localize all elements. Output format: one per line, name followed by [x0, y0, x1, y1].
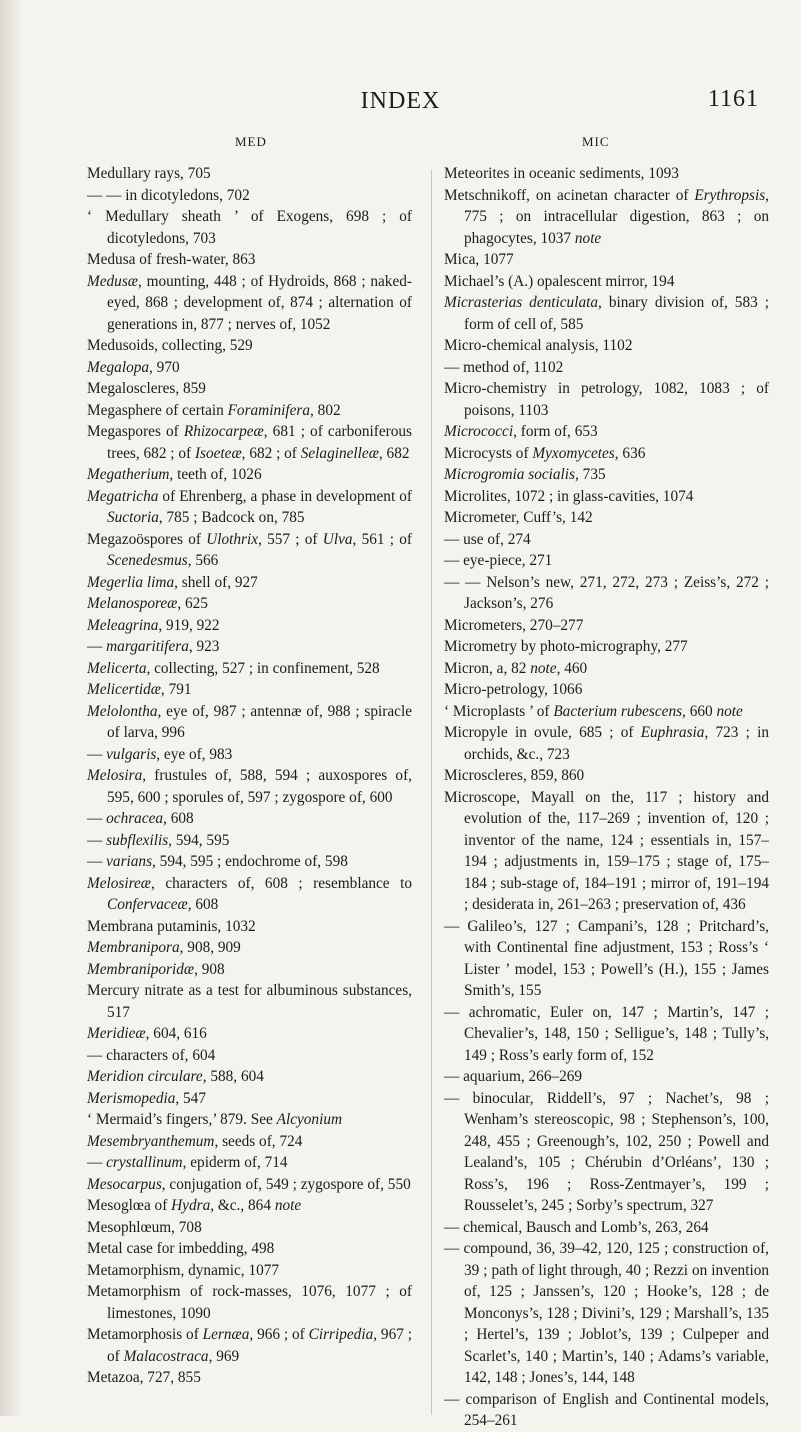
index-entry: Megatricha of Ehrenberg, a phase in development of Suctoria, 785 ; Badcock on, 785: [87, 487, 412, 526]
index-entry: Megerlia lima, shell of, 927: [87, 573, 258, 591]
index-entry: — achromatic, Euler on, 147 ; Martin’s, 147 ; Chevalier’s, 148, 150 ; Selligue’s, 148 ; Tully’s, 149 ; Ross’s early form of, 152: [444, 1003, 769, 1064]
index-entry: Microgromia socialis, 735: [444, 466, 606, 483]
index-entry: Melosireæ, characters of, 608 ; resemblance to Confervaceæ, 608: [87, 874, 412, 913]
index-entry: Microcysts of Myxomycetes, 636: [444, 444, 646, 462]
page-number: 1161: [707, 86, 759, 112]
index-entry: Metazoa, 727, 855: [87, 1369, 201, 1386]
index-entry: Melanosporeæ, 625: [87, 595, 208, 612]
index-entry: Metamorphism, dynamic, 1077: [87, 1261, 280, 1279]
index-entry: Megazoöspores of Ulothrix, 557 ; of Ulva, 561 ; of Scenedesmus, 566: [87, 530, 412, 569]
index-entry: Membranipora, 908, 909: [87, 939, 241, 956]
index-entry: — use of, 274: [444, 530, 531, 548]
index-entry: Michael’s (A.) opalescent mirror, 194: [444, 272, 675, 290]
index-entry: Micro-chemical analysis, 1102: [444, 337, 633, 354]
index-entry: — chemical, Bausch and Lomb’s, 263, 264: [444, 1218, 709, 1236]
index-entry: Meridieæ, 604, 616: [87, 1025, 207, 1042]
index-entry: — subflexilis, 594, 595: [87, 831, 230, 849]
index-entry: Meleagrina, 919, 922: [87, 616, 220, 634]
index-entry: Megasphere of certain Foraminifera, 802: [87, 401, 341, 419]
catchword-right: MIC: [582, 134, 610, 149]
index-entry: — aquarium, 266–269: [444, 1068, 583, 1085]
index-entry: Mesoglœa of Hydra, &c., 864 note: [87, 1197, 302, 1214]
index-entry: Melicertidæ, 791: [87, 681, 192, 698]
index-entry: Medusoids, collecting, 529: [87, 337, 253, 354]
index-entry: Microscleres, 859, 860: [444, 767, 585, 784]
index-entry: Microlites, 1072 ; in glass-cavities, 1074: [444, 487, 694, 505]
index-entry: Micropyle in ovule, 685 ; of Euphrasia, 723 ; in orchids, &c., 723: [444, 724, 770, 763]
index-entry: Micrometer, Cuff’s, 142: [444, 509, 593, 526]
index-entry: Micrococci, form of, 653: [444, 423, 598, 440]
index-entry: — method of, 1102: [444, 358, 564, 376]
index-entry: — varians, 594, 595 ; endochrome of, 598: [87, 853, 348, 870]
index-entry: Micrasterias denticulata, binary division of, 583 ; form of cell of, 585: [444, 294, 769, 333]
index-entry: ‘ Mermaid’s fingers,’ 879. See Alcyonium: [87, 1111, 343, 1128]
index-entry: ‘ Medullary sheath ’ of Exogens, 698 ; of dicotyledons, 703: [87, 208, 412, 247]
index-entry: Melosira, frustules of, 588, 594 ; auxospores of, 595, 600 ; sporules of, 597 ; zygospore of, 600: [87, 767, 412, 806]
index-entry: — eye-piece, 271: [444, 552, 553, 569]
index-entry: Mesocarpus, conjugation of, 549 ; zygospore of, 550: [87, 1175, 411, 1193]
index-entry: Metschnikoff, on acinetan character of Erythropsis, 775 ; on intracellular digestion, 863 ; on phagocytes, 1037 note: [444, 186, 769, 247]
index-entry: Micrometry by photo-micrography, 277: [444, 638, 688, 655]
index-entry: Mica, 1077: [444, 251, 514, 268]
index-entry: — margaritifera, 923: [87, 638, 220, 655]
catchword-left: MED: [235, 134, 267, 149]
index-entry: Megatherium, teeth of, 1026: [87, 466, 262, 483]
index-entry: — binocular, Riddell’s, 97 ; Nachet’s, 98 ; Wenham’s stereoscopic, 98 ; Stephenson’s, 100, 248, 455 ; Greenough’s, 102, 250 ; Powell and Lealand’s, 105 ; Chérubin d’Orléans’, 130 ; Ross’s, 196 ; Ross-Zentmayer’s, 199 ; Rousselet’s, 245 ; Sorby’s spectrum, 327: [444, 1089, 769, 1214]
index-entry: Merismopedia, 547: [87, 1089, 206, 1107]
index-entry: — crystallinum, epiderm of, 714: [87, 1154, 288, 1171]
index-entry: ‘ Microplasts ’ of Bacterium rubescens, 660 note: [444, 702, 743, 720]
index-entry: Membraniporidæ, 908: [87, 960, 225, 978]
index-entry: Micro-chemistry in petrology, 1082, 1083 ; of poisons, 1103: [444, 380, 769, 419]
index-entry: Membrana putaminis, 1032: [87, 917, 256, 935]
index-entry: Melolontha, eye of, 987 ; antennæ of, 988 ; spiracle of larva, 996: [87, 702, 412, 741]
index-entry: Metal case for imbedding, 498: [87, 1240, 275, 1257]
index-entry: Microscope, Mayall on the, 117 ; history and evolution of the, 117–269 ; invention of, 120 ; inventor of the name, 124 ; essentials in, 157–194 ; adjustments in, 159–175 ; stage of, 175–184 ; sub-stage of, 184–191 ; mirror of, 191–194 ; desiderata in, 261–263 ; preservation of, 436: [444, 788, 769, 913]
index-entry: Metamorphism of rock-masses, 1076, 1077 ; of limestones, 1090: [87, 1283, 412, 1322]
index-entry: Medusæ, mounting, 448 ; of Hydroids, 868 ; naked-eyed, 868 ; development of, 874 ; alternation of generations in, 877 ; nerves of, 1052: [87, 272, 412, 333]
binding-shadow: [0, 0, 22, 1416]
index-entry: Mercury nitrate as a test for albuminous substances, 517: [87, 982, 412, 1021]
index-entry: Metamorphosis of Lernæa, 966 ; of Cirripedia, 967 ; of Malacostraca, 969: [87, 1326, 412, 1365]
index-entry: Megalopa, 970: [87, 358, 180, 376]
index-column-left: [87, 163, 412, 1389]
index-entry: — vulgaris, eye of, 983: [87, 745, 233, 763]
index-entry: Medullary rays, 705: [87, 165, 211, 182]
index-entry: Micrometers, 270–277: [444, 616, 584, 634]
index-entry: — — Nelson’s new, 271, 272, 273 ; Zeiss’s, 272 ; Jackson’s, 276: [444, 573, 769, 612]
index-entry: — Galileo’s, 127 ; Campani’s, 128 ; Pritchard’s, with Continental fine adjustment, 153 ; Ross’s ‘ Lister ’ model, 153 ; Powell’s (H.), 155 ; James Smith’s, 155: [444, 917, 769, 999]
index-entry: — — in dicotyledons, 702: [87, 186, 250, 204]
index-entry: Mesembryanthemum, seeds of, 724: [87, 1132, 303, 1150]
index-entry: — compound, 36, 39–42, 120, 125 ; construction of, 39 ; path of light through, 40 ; Rezzi on invention of, 125 ; Janssen’s, 120 ; Hooke’s, 128 ; de Monconys’s, 128 ; Divini’s, 129 ; Marshall’s, 135 ; Hertel’s, 139 ; Joblot’s, 139 ; Culpeper and Scarlet’s, 140 ; Martin’s, 140 ; Adams’s variable, 142, 148 ; Jones’s, 144, 148: [444, 1240, 769, 1386]
index-column-right: [444, 163, 769, 1432]
index-entry: Meteorites in oceanic sediments, 1093: [444, 165, 679, 182]
index-entry: Micro-petrology, 1066: [444, 681, 583, 698]
index-entry: Medusa of fresh-water, 863: [87, 251, 256, 268]
index-entry: Meridion circulare, 588, 604: [87, 1068, 264, 1085]
index-entry: Melicerta, collecting, 527 ; in confinement, 528: [87, 659, 380, 677]
column-divider: [431, 170, 432, 1415]
index-entry: — ochracea, 608: [87, 810, 194, 827]
index-entry: — comparison of English and Continental models, 254–261: [444, 1390, 769, 1429]
index-entry: Megaloscleres, 859: [87, 380, 206, 397]
index-entry: Megaspores of Rhizocarpeæ, 681 ; of carboniferous trees, 682 ; of Isoeteæ, 682 ; of Selaginelleæ, 682: [87, 423, 412, 462]
page-title: INDEX: [360, 88, 441, 114]
index-entry: Micron, a, 82 note, 460: [444, 659, 588, 677]
index-entry: — characters of, 604: [87, 1046, 216, 1064]
index-entry: Mesophlœum, 708: [87, 1218, 202, 1236]
